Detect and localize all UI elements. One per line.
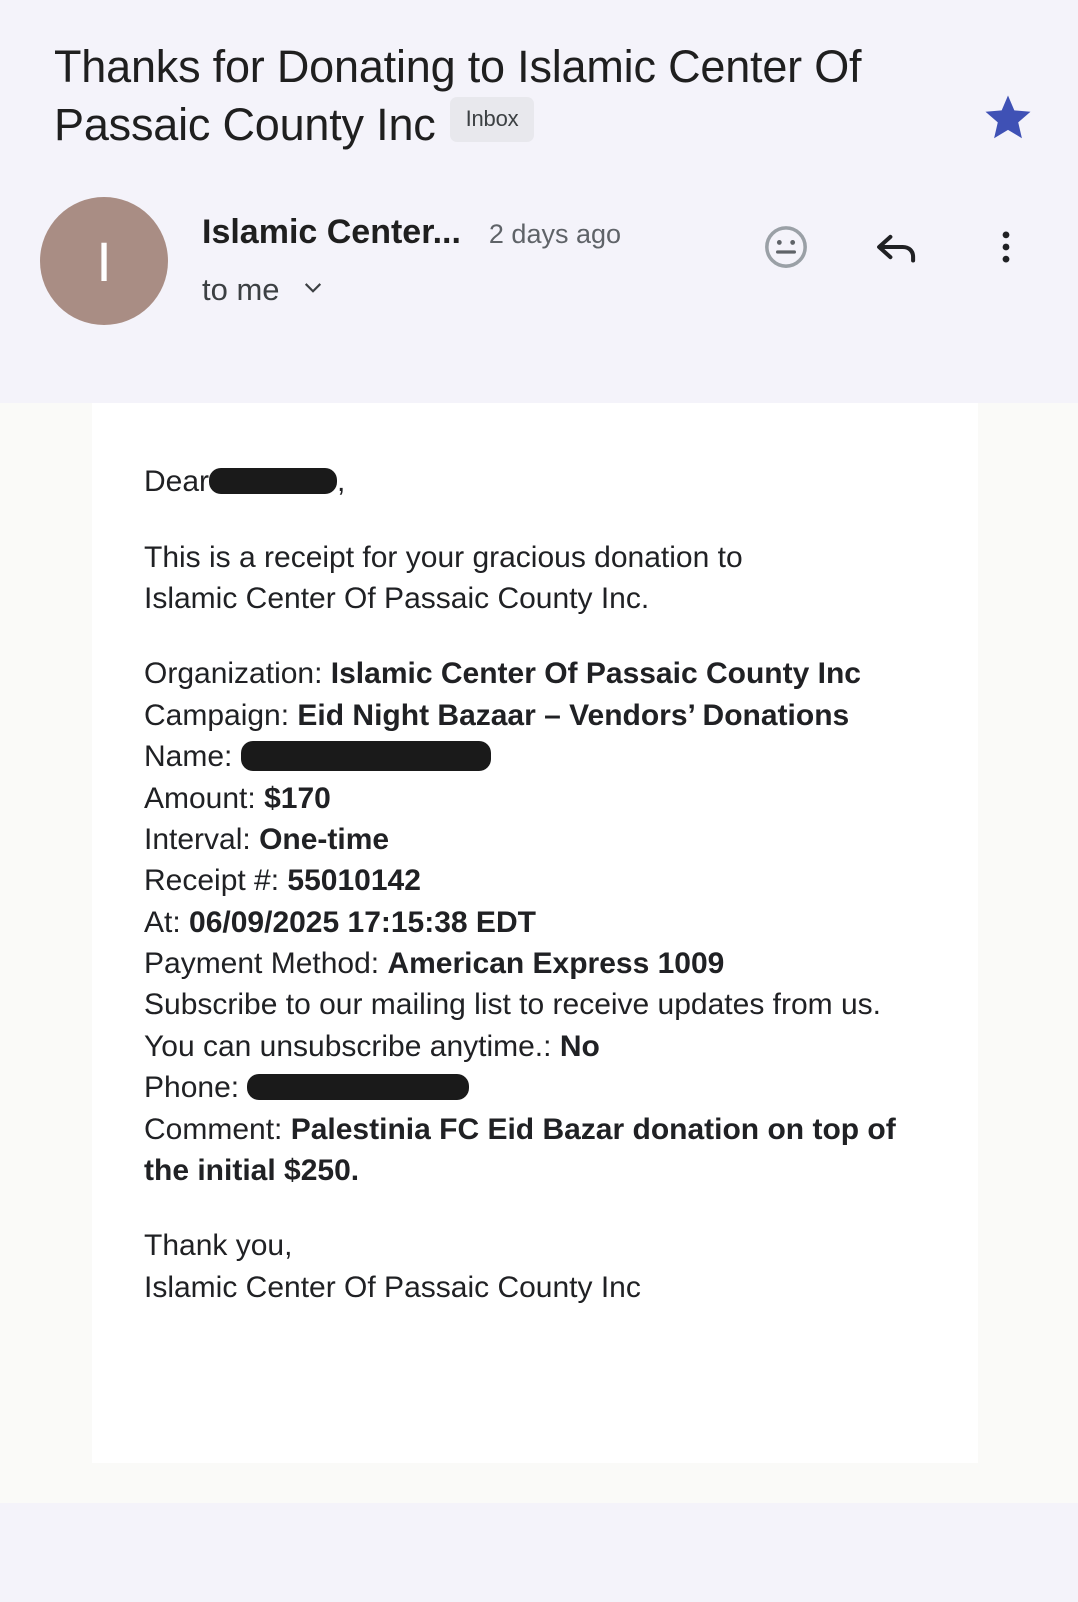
sender-name[interactable]: Islamic Center... [202,213,461,252]
more-vert-icon [984,225,1028,274]
field-label: Comment: [144,1112,283,1146]
field-value: Palestinia FC Eid Bazar donation on top of the initial $250. [144,1112,896,1188]
field-label: Name: [144,740,233,774]
field-value: 55010142 [287,864,421,898]
field-subscribe [144,984,934,1067]
intro-line-2: Islamic Center Of Passaic County Inc. [144,581,650,615]
field-label: Interval: [144,822,251,856]
field-label: Receipt #: [144,864,280,898]
receipt-fields [144,653,934,1191]
greeting-prefix: Dear [144,465,210,499]
status-badge: Inbox [450,97,535,142]
field-value: Eid Night Bazaar – Vendors’ Donations [297,698,850,732]
sender-row [0,153,1078,325]
field-payment-method [144,943,934,984]
field-value: Islamic Center Of Passaic County Inc [330,657,861,691]
emoji-reaction-icon [761,222,811,277]
field-at [144,902,934,943]
closing-line-2: Islamic Center Of Passaic County Inc [144,1270,641,1304]
field-interval [144,819,934,860]
field-label: At: [144,905,181,939]
field-label: Amount: [144,781,256,815]
email-body-region [0,403,1078,1503]
timestamp: 2 days ago [488,219,622,250]
field-amount [144,778,934,819]
field-value: One-time [259,822,390,856]
greeting-line [144,461,934,502]
add-reaction-button[interactable] [760,223,812,275]
recipient-label: to me [202,271,280,307]
star-icon [980,91,1036,150]
page-title [54,38,978,153]
more-options-button[interactable] [980,223,1032,275]
field-label: Subscribe to our mailing list to receive updates from us. You can unsubscribe anytime.: [144,988,882,1063]
reply-arrow-icon [869,220,923,279]
field-value: $170 [264,781,331,815]
message-actions [760,197,1032,275]
redacted-value [241,741,491,771]
field-organization [144,653,934,694]
field-label: Campaign: [144,698,290,732]
closing-line-1: Thank you, [144,1229,293,1263]
reply-button[interactable] [870,223,922,275]
intro-line-1: This is a receipt for your gracious donation to [144,540,743,574]
subject-row [0,0,1078,153]
field-label: Phone: [144,1071,240,1105]
recipient-row[interactable] [202,270,760,309]
field-receipt-number [144,860,934,901]
field-label: Payment Method: [144,947,380,981]
field-name [144,736,934,777]
star-button[interactable] [978,90,1038,150]
avatar[interactable]: I [40,197,168,325]
field-comment [144,1109,934,1192]
chevron-down-icon[interactable] [296,270,330,309]
field-value: No [559,1029,600,1063]
field-value: 06/09/2025 17:15:38 EDT [189,905,536,939]
greeting-suffix: , [337,465,346,499]
redacted-value [247,1074,469,1100]
subject-text: Thanks for Donating to Islamic Center Of Passaic County Inc [54,41,862,150]
field-value: American Express 1009 [387,947,725,981]
redacted-name [209,468,337,494]
email-body-card [92,403,978,1463]
sender-info [202,197,760,309]
field-phone [144,1067,934,1108]
field-campaign [144,695,934,736]
field-label: Organization: [144,657,323,691]
